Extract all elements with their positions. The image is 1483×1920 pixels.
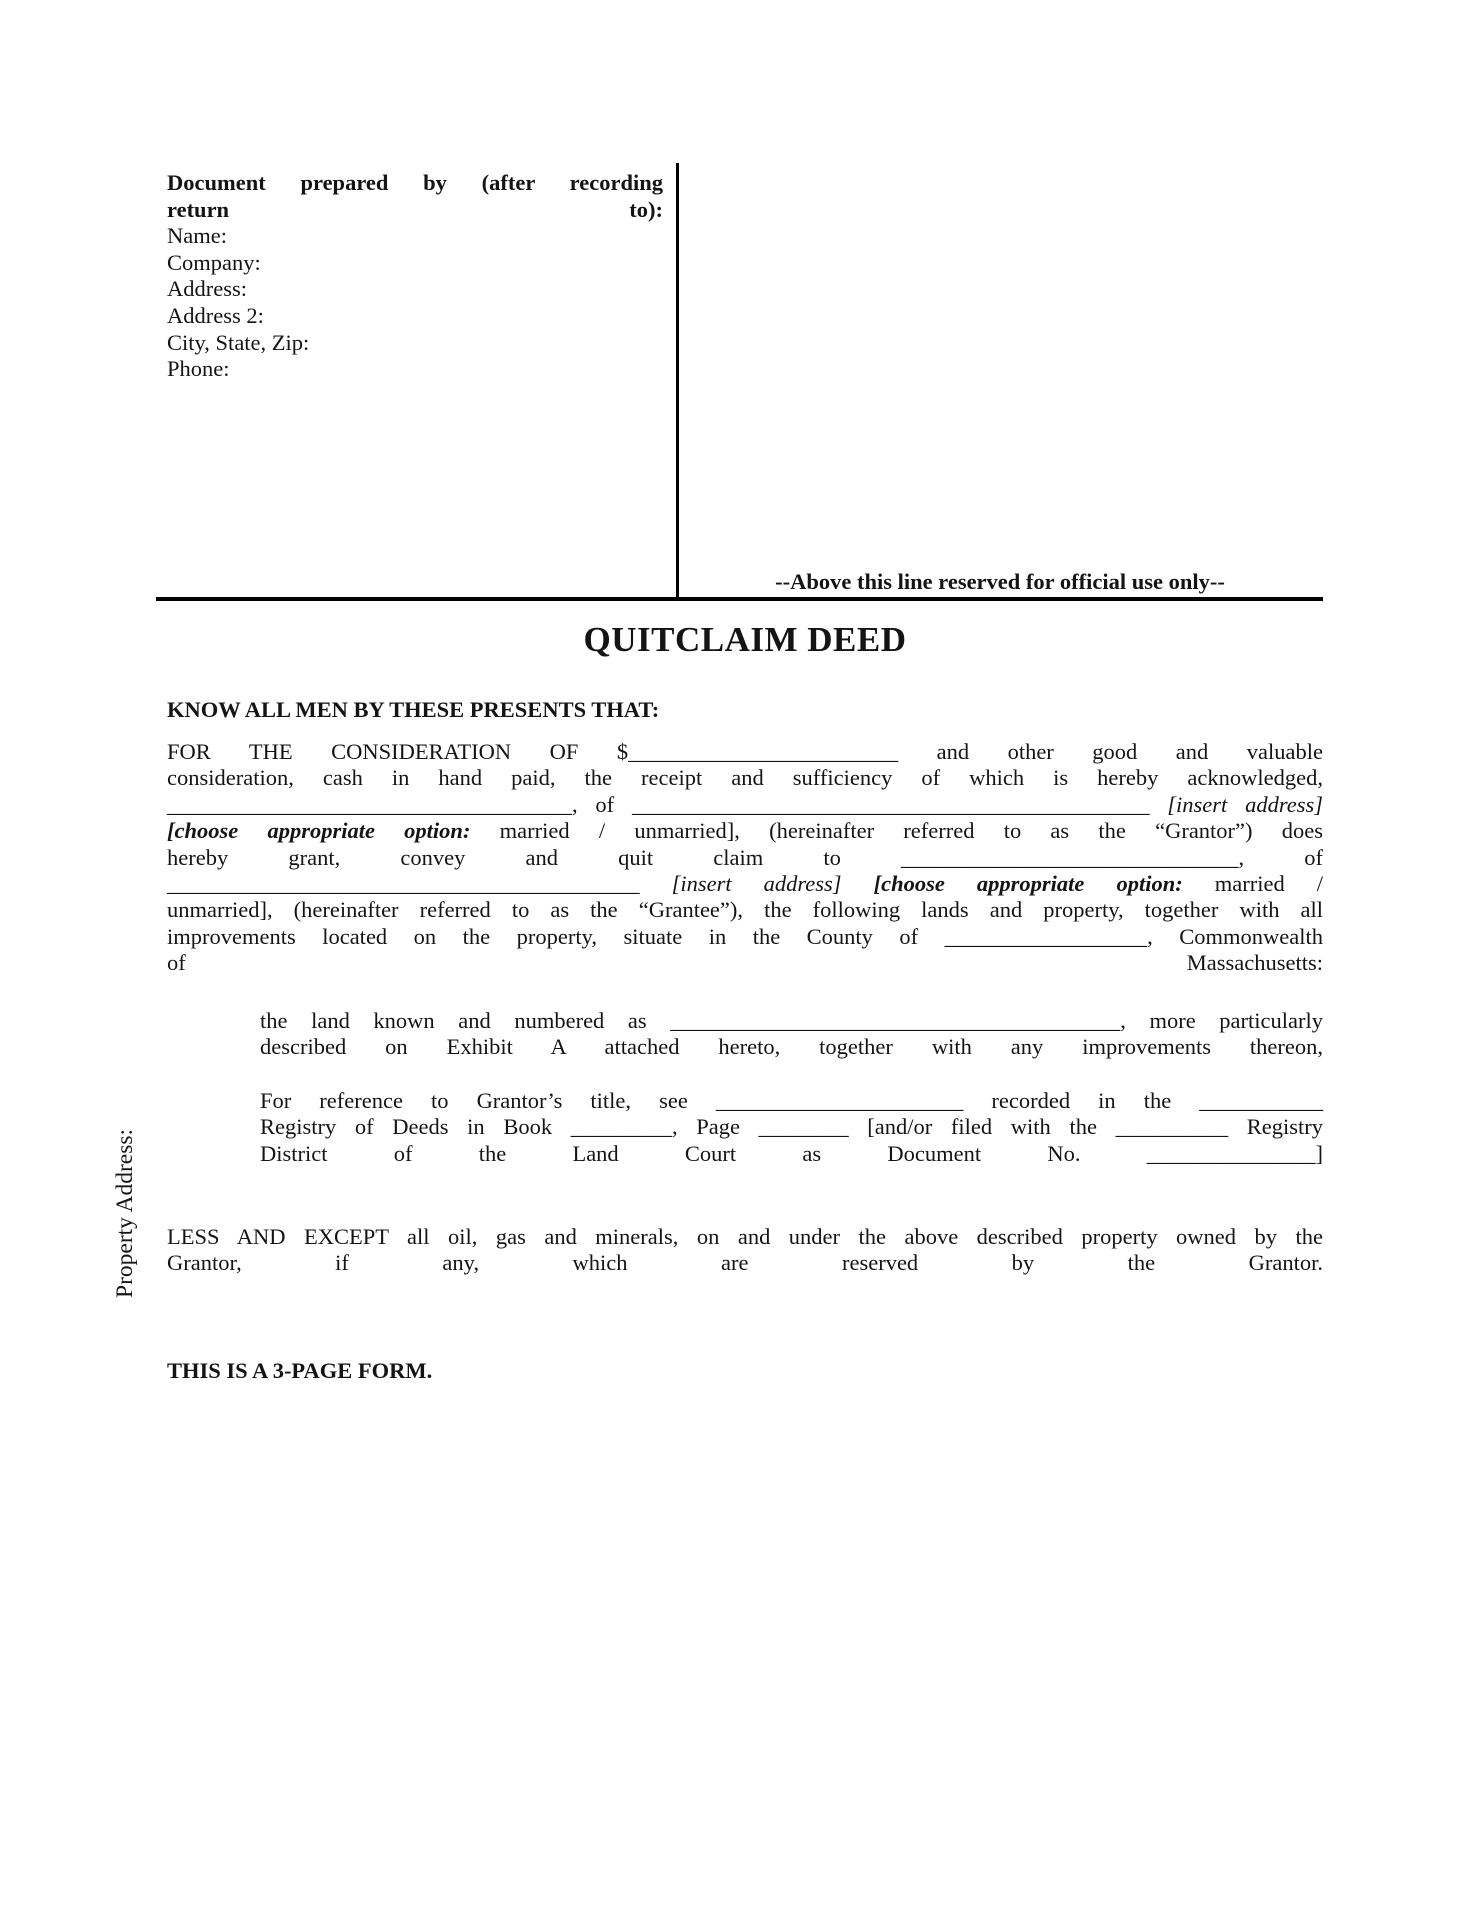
paragraph-land-description [260, 1008, 1323, 1061]
paragraph-consideration [167, 739, 1323, 977]
text-segment: improvements located on the property, situate in the County of [167, 923, 945, 949]
text-segment: FOR THE CONSIDERATION OF $ [167, 739, 629, 764]
text-segment: Registry of Deeds in Book [260, 1114, 571, 1140]
blank-fill-in-line: _________ [570, 1114, 672, 1140]
text-segment [1149, 792, 1167, 817]
vertical-divider-rule [676, 163, 679, 599]
text-segment: [and/or filed with the [848, 1114, 1116, 1140]
text-segment [640, 871, 672, 896]
text-segment: consideration, cash in hand paid, the receipt and sufficiency of which is hereby acknowledged, [167, 765, 1323, 791]
blank-fill-in-line: ______________________ [715, 1088, 964, 1113]
blank-fill-in-line: ___________ [1199, 1088, 1324, 1113]
text-segment: Grantor, if any, which are reserved by the Grantor. [167, 1250, 1323, 1276]
prepared-by-field-label: City, State, Zip: [167, 329, 310, 355]
prepared-by-title [167, 170, 663, 223]
blank-fill-in-line: ____________________________________ [167, 791, 572, 817]
blank-fill-in-line: ________________________________________ [670, 1008, 1121, 1033]
text-segment: the land known and numbered as [260, 1008, 671, 1033]
blank-fill-in-line: ______________________________________________ [631, 791, 1150, 817]
prepared-by-field-label: Address 2: [167, 302, 264, 328]
paragraph-title-reference [260, 1088, 1323, 1167]
prepared-by-field-label: Address: [167, 276, 247, 302]
text-segment: ] [1315, 1140, 1323, 1166]
prepared-by-title-line2: return to): [167, 196, 663, 222]
text-segment: married / [1182, 871, 1324, 897]
text-segment: , of [1238, 844, 1323, 870]
text-segment: married / unmarried], (hereinafter referred to as the “Grantor”) does [470, 818, 1323, 844]
intro-heading: KNOW ALL MEN BY THESE PRESENTS THAT: [167, 697, 660, 722]
property-address-label: Property Address: [112, 1128, 138, 1298]
text-segment: hereby grant, convey and quit claim to [167, 844, 901, 870]
text-segment: Registry [1228, 1114, 1324, 1140]
text-segment: described on Exhibit A attached hereto, together with any improvements thereon, [260, 1034, 1323, 1060]
text-segment: [choose appropriate option: [873, 871, 1183, 897]
text-segment: LESS AND EXCEPT all oil, gas and minerals, on and under the above described property owned by the [167, 1224, 1323, 1249]
text-segment: , Commonwealth [1147, 923, 1324, 949]
text-segment: [choose appropriate option: [167, 818, 471, 844]
prepared-by-field-label: Phone: [167, 356, 230, 382]
prepared-by-title-line1: Document prepared by (after recording [167, 170, 663, 195]
text-segment: unmarried], (hereinafter referred to as the “Grantee”), the following lands and property, together with all [167, 897, 1323, 923]
prepared-by-box [167, 170, 663, 383]
text-segment [842, 871, 874, 896]
blank-fill-in-line: __________________ [944, 923, 1148, 949]
text-segment: [insert address] [671, 871, 842, 897]
paragraph-less-and-except [167, 1224, 1323, 1277]
blank-fill-in-line: ________ [758, 1114, 849, 1140]
text-segment: [insert address] [1167, 791, 1323, 817]
blank-fill-in-line: ______________________________ [900, 844, 1239, 870]
text-segment: of Massachusetts: [167, 950, 1323, 976]
blank-fill-in-line: __________ [1115, 1114, 1229, 1140]
text-segment: , Page [671, 1114, 759, 1140]
page-count-note: THIS IS A 3-PAGE FORM. [167, 1358, 433, 1383]
text-segment: , of [572, 791, 632, 817]
document-title: QUITCLAIM DEED [583, 620, 907, 659]
text-segment: District of the Land Court as Document No. [260, 1140, 1147, 1166]
prepared-by-field-label: Company: [167, 249, 261, 275]
text-segment: and other good and valuable [898, 739, 1323, 764]
official-use-notice: --Above this line reserved for official use only-- [775, 569, 1225, 594]
text-segment: , more particularly [1120, 1008, 1323, 1033]
text-segment: recorded in the [963, 1088, 1200, 1113]
prepared-by-field-label: Name: [167, 223, 227, 249]
text-segment: For reference to Grantor’s title, see [260, 1088, 716, 1113]
prepared-by-fields [167, 223, 663, 383]
blank-fill-in-line: ________________________ [628, 739, 899, 764]
blank-fill-in-line: __________________________________________ [167, 871, 640, 897]
official-use-horizontal-rule [156, 597, 1323, 601]
blank-fill-in-line: _______________ [1146, 1140, 1316, 1166]
